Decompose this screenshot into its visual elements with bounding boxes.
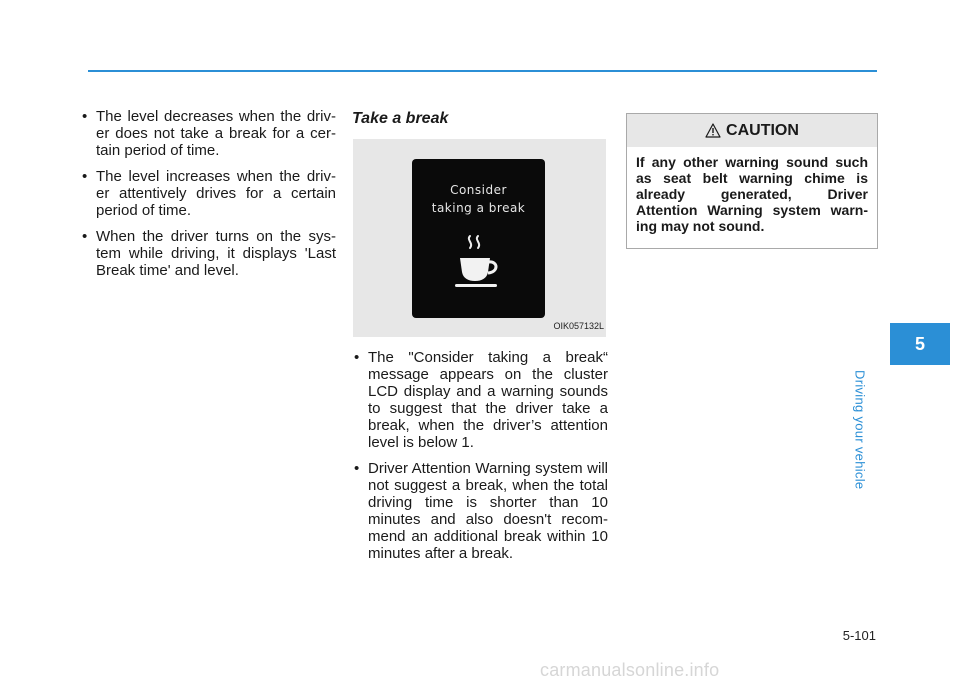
middle-bullet-list xyxy=(352,349,608,562)
lcd-message-line1: Consider xyxy=(450,183,507,197)
lcd-message-line2: taking a break xyxy=(431,201,526,215)
caution-title: CAUTION xyxy=(726,121,799,139)
chapter-number-tab: 5 xyxy=(890,323,950,365)
list-item: • The "Consider taking a break“ message appears on the cluster LCD display and a warning sounds to suggest that the driver take a break, when the driver’s attention level is below 1. xyxy=(352,349,608,451)
warning-triangle-icon xyxy=(705,123,721,138)
left-column xyxy=(80,108,336,288)
section-title: Take a break xyxy=(352,110,449,127)
figure-code: OIK057132L xyxy=(553,321,604,331)
left-bullet-list xyxy=(80,108,336,279)
cluster-figure xyxy=(353,139,606,337)
caution-header xyxy=(627,114,877,147)
list-item: • When the driver turns on the sys-tem while driving, it displays 'Last Break time' and level. xyxy=(80,228,336,279)
middle-column xyxy=(352,110,608,571)
list-item: • The level decreases when the driv-er does not take a break for a cer-tain period of time. xyxy=(80,108,336,159)
page-number: 5-101 xyxy=(842,628,876,643)
chapter-label-text: Driving your vehicle xyxy=(852,370,868,490)
cluster-lcd-display xyxy=(412,159,545,318)
top-rule xyxy=(88,70,877,72)
coffee-cup-icon xyxy=(453,232,505,290)
chapter-label xyxy=(852,370,930,500)
caution-box xyxy=(626,113,878,249)
watermark: carmanualsonline.info xyxy=(540,660,720,680)
list-item: • Driver Attention Warning system will not suggest a break, when the total driving time is shorter than 10 minutes and also doesn't recom-mend an additional break within 10 minutes after a break. xyxy=(352,460,608,562)
caution-text: If any other warning sound such as seat belt warning chime is already generated, Driver Attention Warning system warn-ing may not sound. xyxy=(636,154,868,234)
list-item: • The level increases when the driv-er attentively drives for a certain period of time. xyxy=(80,168,336,219)
